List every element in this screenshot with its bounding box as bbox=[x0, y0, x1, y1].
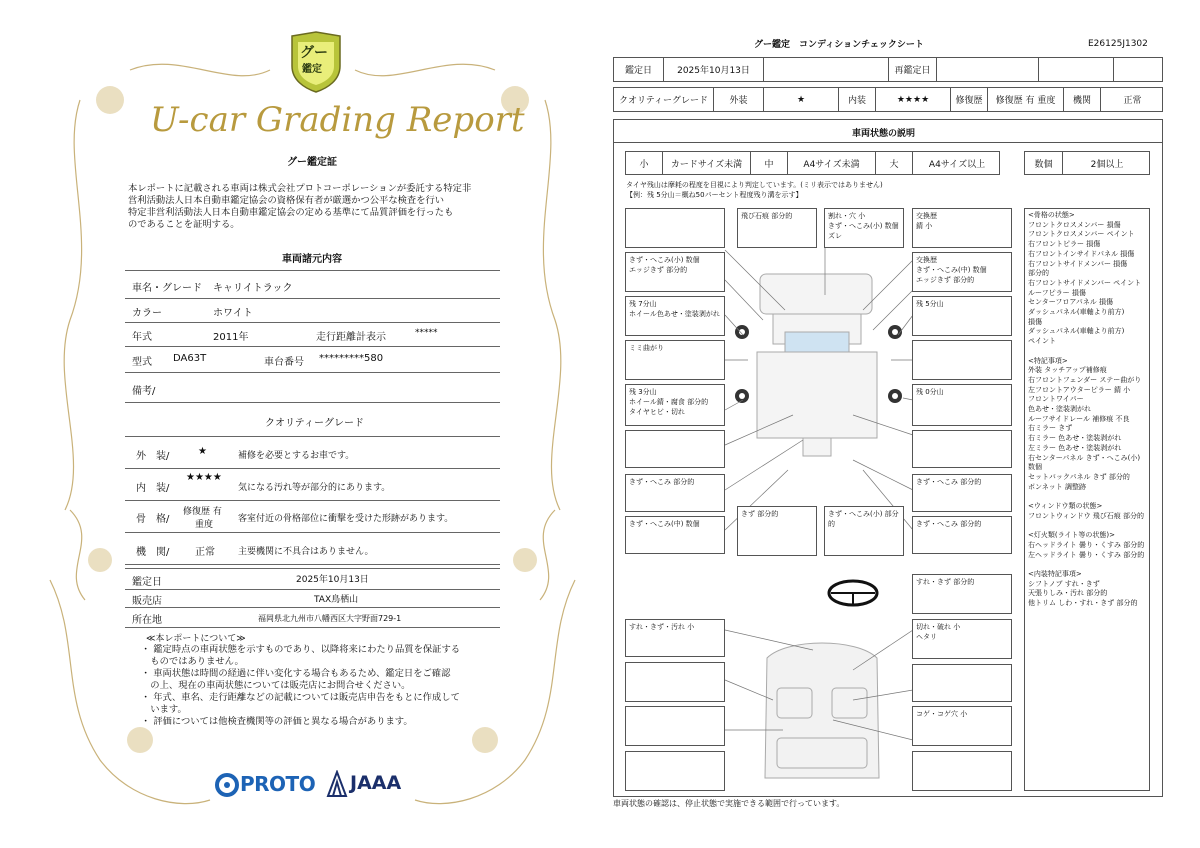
cond-box-3: 交換歴 錆 小 bbox=[912, 208, 1012, 248]
badge-line2: 鑑定 bbox=[302, 64, 322, 75]
color-value: ホワイト bbox=[213, 308, 253, 319]
side-note-line: フロントワイパー bbox=[1028, 395, 1084, 404]
proto-logo-icon bbox=[214, 772, 240, 798]
badge-line1: グー bbox=[300, 45, 328, 61]
spec-row-year bbox=[125, 322, 500, 347]
name-value: キャリイトラック bbox=[213, 283, 293, 294]
cond-box-empty-r1 bbox=[912, 340, 1012, 380]
side-note-line: ダッシュパネル(車軸より前方) bbox=[1028, 308, 1125, 317]
side-note-line: 右フロントピラー 損傷 bbox=[1028, 240, 1101, 249]
cond-box-15: きず・へこみ(小) 部分的 bbox=[824, 506, 904, 556]
r2-engine-label: 機関 bbox=[1064, 88, 1101, 111]
cond-box-empty-r4 bbox=[912, 751, 1012, 791]
cond-box-empty-l2 bbox=[625, 662, 725, 702]
r2-int-value: ★★★★ bbox=[876, 88, 951, 111]
side-note-line: ルーフサイドレール 補修痕 不良 bbox=[1028, 414, 1130, 423]
engine-desc: 主要機関に不具合はありません。 bbox=[238, 547, 374, 557]
side-note-line: フロントクロスメンバー 損傷 bbox=[1028, 220, 1121, 229]
spec-title: 車両諸元内容 bbox=[282, 254, 342, 265]
r2-int-label: 内装 bbox=[839, 88, 876, 111]
model-value: DA63T bbox=[173, 353, 207, 364]
side-note-line bbox=[1028, 492, 1144, 502]
cond-box-13: きず・へこみ(中) 数個 bbox=[625, 516, 725, 554]
notes-title: ≪本レポートについて≫ bbox=[146, 634, 246, 644]
r1-date-value: 2025年10月13日 bbox=[664, 58, 764, 81]
side-note-line: 右センターパネル きず・へこみ(小) bbox=[1028, 453, 1141, 462]
cond-box-14: きず 部分的 bbox=[737, 506, 817, 556]
cond-box-12: きず・へこみ 部分的 bbox=[912, 474, 1012, 512]
color-label: カラー bbox=[132, 308, 162, 319]
spec-row-remarks bbox=[125, 372, 500, 403]
ext-label: 外 装/ bbox=[136, 451, 170, 462]
size-legend: 小 カードサイズ未満 中 A4サイズ未満 大 A4サイズ以上 bbox=[625, 151, 1000, 175]
quality-title: クオリティーグレード bbox=[265, 418, 364, 429]
side-note-line: シフトノブ すれ・きず bbox=[1028, 579, 1100, 588]
r1-date-label: 鑑定日 bbox=[614, 58, 664, 81]
frame-grade-2: 重度 bbox=[195, 520, 214, 530]
cond-box-b2: 割れ・穴 小 きず・へこみ(小) 数個 ズレ bbox=[824, 208, 904, 248]
sheet-title: グー鑑定 コンディションチェックシート bbox=[754, 40, 924, 50]
side-note-line: 天張りしみ・汚れ 部分的 bbox=[1028, 589, 1108, 598]
r1-redate-value bbox=[937, 58, 1039, 81]
frame-label: 骨 格/ bbox=[136, 514, 170, 525]
side-note-line: ボンネット 調整跡 bbox=[1028, 482, 1087, 491]
side-note-line: 右ミラー 色あせ・塗装剥がれ bbox=[1028, 434, 1122, 443]
jaaa-logo-text: JAAA bbox=[350, 772, 402, 794]
side-note-line: セットバックパネル きず 部分的 bbox=[1028, 472, 1130, 481]
grade-row bbox=[613, 87, 1163, 112]
cond-box-9: 残 3分山 ホイール錆・腐食 部分的 タイヤヒビ・切れ bbox=[625, 384, 725, 426]
tire-note-1: タイヤ残山は摩耗の程度を目視により判定しています。(ミリ表示ではありません) bbox=[626, 181, 883, 189]
side-note-line: 他トリム しわ・すれ・きず 部分的 bbox=[1028, 599, 1138, 608]
side-note-line: フロントウィンドウ 飛び石痕 部分的 bbox=[1028, 511, 1145, 520]
side-note-line bbox=[1028, 560, 1144, 570]
frame-desc: 客室付近の骨格部位に衝撃を受けた形跡があります。 bbox=[238, 514, 454, 524]
frame-grade-1: 修復歴 有 bbox=[183, 507, 222, 517]
r2-repair-label: 修復歴 bbox=[951, 88, 988, 111]
side-note-line: 右フロントサイドメンバー ペイント bbox=[1028, 278, 1142, 287]
r2-ext-value: ★ bbox=[764, 88, 839, 111]
side-note-line: <ウィンドウ類の状態> bbox=[1028, 502, 1103, 511]
side-note-line: <特記事項> bbox=[1028, 356, 1068, 365]
side-note-line: ダッシュパネル(車軸より前方) bbox=[1028, 327, 1125, 336]
year-value: 2011年 bbox=[213, 332, 249, 343]
side-note-line: <骨格の状態> bbox=[1028, 211, 1075, 219]
cond-box-empty-l4 bbox=[625, 751, 725, 791]
report-title: U-car Grading Report bbox=[150, 100, 525, 140]
model-label: 型式 bbox=[132, 357, 152, 368]
side-note-line: 色あせ・塗装剥がれ bbox=[1028, 405, 1091, 414]
side-note-line: センターフロアパネル 損傷 bbox=[1028, 298, 1114, 307]
chassis-value: *********580 bbox=[319, 353, 384, 364]
cond-box-4: きず・へこみ(小) 数個 エッジきず 部分的 bbox=[625, 252, 725, 292]
cond-box-19: 切れ・破れ 小 ヘタリ bbox=[912, 619, 1012, 659]
side-note-line: 右ヘッドライト 曇り・くすみ 部分的 bbox=[1028, 540, 1145, 549]
cond-box-5: 交換歴 きず・へこみ(中) 数個 エッジきず 部分的 bbox=[912, 252, 1012, 292]
r1-redate-label: 再鑑定日 bbox=[889, 58, 937, 81]
ext-grade: ★ bbox=[198, 446, 207, 457]
r2-qg-label: クオリティーグレード bbox=[614, 88, 714, 111]
cond-box-8: ミミ曲がり bbox=[625, 340, 725, 380]
proto-logo-text: PROTO bbox=[240, 772, 316, 796]
side-note-line: 左ミラー 色あせ・塗装剥がれ bbox=[1028, 443, 1122, 452]
spec-row-color bbox=[125, 297, 500, 323]
state-title: 車両状態の説明 bbox=[852, 129, 916, 139]
remarks-label: 備考/ bbox=[132, 386, 156, 397]
date-label: 鑑定日 bbox=[132, 577, 162, 588]
mileage-label: 走行距離計表示 bbox=[316, 332, 386, 343]
side-note-line: <灯火類(ライト等の状態)> bbox=[1028, 531, 1115, 540]
shop-label: 販売店 bbox=[132, 596, 162, 607]
cond-box-17: すれ・きず 部分的 bbox=[912, 574, 1012, 614]
side-note-line: <内装特記事項> bbox=[1028, 569, 1082, 578]
cond-box-20: コゲ・コゲ穴 小 bbox=[912, 706, 1012, 746]
chassis-label: 車台番号 bbox=[264, 357, 304, 368]
footer-note: 車両状態の確認は、停止状態で実施できる範囲で行っています。 bbox=[613, 799, 845, 808]
count-legend: 数個 2個以上 bbox=[1024, 151, 1150, 175]
cond-box-1 bbox=[625, 208, 725, 248]
name-label: 車名・グレード bbox=[132, 283, 202, 294]
side-note-line: 右ミラー きず bbox=[1028, 424, 1073, 433]
side-note-line: 右フロントフェンダー ステー曲がり bbox=[1028, 375, 1142, 384]
address-label: 所在地 bbox=[132, 615, 162, 626]
side-notes bbox=[1024, 208, 1150, 791]
r2-engine-value: 正常 bbox=[1123, 96, 1142, 106]
sheet-id: E26125J1302 bbox=[1088, 39, 1148, 49]
cond-box-empty-r2 bbox=[912, 430, 1012, 468]
engine-label: 機 関/ bbox=[136, 547, 170, 558]
r2-repair-value: 修復歴 有 重度 bbox=[988, 88, 1064, 111]
cond-box-6: 残 7分山 ホイール色あせ・塗装剥がれ bbox=[625, 296, 725, 336]
cond-box-empty-r3 bbox=[912, 664, 1012, 702]
intro-text: 本レポートに記載される車両は株式会社プロトコーポレーションが委託する特定非 営利活動法人日本自動車鑑定協会の資格保有者が厳選かつ公平な検査を行い 特定非営利活動法人日本自動車鑑定協会の定める基準にて品質評価を行ったも のであることを証明する。 bbox=[128, 183, 472, 230]
side-note-line: ペイント bbox=[1028, 337, 1056, 346]
date-value: 2025年10月13日 bbox=[296, 575, 369, 585]
cond-box-b1: 飛び石痕 部分的 bbox=[737, 208, 817, 248]
cond-box-11: きず・へこみ 部分的 bbox=[625, 474, 725, 512]
int-grade: ★★★★ bbox=[186, 472, 222, 483]
side-note-line bbox=[1028, 347, 1144, 357]
tire-note-2: 【例：残 5分山＝概ね50パーセント程度残り溝を示す】 bbox=[626, 191, 803, 199]
cond-box-18: すれ・きず・汚れ 小 bbox=[625, 619, 725, 657]
date-row bbox=[613, 57, 1163, 82]
side-note-line: フロントクロスメンバー ペイント bbox=[1028, 230, 1135, 239]
year-label: 年式 bbox=[132, 332, 152, 343]
side-note-line: 右フロントインサイドパネル 損傷 bbox=[1028, 249, 1135, 258]
mileage-value: ***** bbox=[415, 328, 438, 338]
int-desc: 気になる汚れ等が部分的にあります。 bbox=[238, 483, 391, 493]
ext-desc: 補修を必要とするお車です。 bbox=[238, 451, 355, 461]
shop-value: TAX鳥栖山 bbox=[314, 595, 359, 605]
cond-box-7: 残 5分山 bbox=[912, 296, 1012, 336]
side-note-line: 部分的 bbox=[1028, 269, 1049, 278]
cond-box-empty-l3 bbox=[625, 706, 725, 746]
side-note-line: 右フロントサイドメンバー 損傷 bbox=[1028, 259, 1128, 268]
cond-box-10: 残 0分山 bbox=[912, 384, 1012, 426]
side-note-line: ルーフピラー 損傷 bbox=[1028, 288, 1086, 297]
row-shop bbox=[125, 588, 500, 608]
cond-box-16: きず・へこみ 部分的 bbox=[912, 516, 1012, 554]
address-value: 福岡県北九州市八幡西区大字野面729-1 bbox=[258, 614, 402, 623]
jaaa-logo-icon bbox=[326, 770, 348, 798]
int-label: 内 装/ bbox=[136, 483, 170, 494]
cert-title: グー鑑定証 bbox=[287, 157, 337, 168]
side-note-line bbox=[1028, 521, 1144, 531]
r2-ext-label: 外装 bbox=[714, 88, 764, 111]
notes-list: ・ 鑑定時点の車両状態を示すものであり、以降将来にわたり品質を保証する ものではありません。 ・ 車両状態は時間の経過に伴い変化する場合もあるため、鑑定日をご確認 の上、現在の車両状態については販売店にお問合せください。 ・ 年式、車名、走行距離などの記載については販売店申告をもとに作成して います。 ・ 評価については他検査機関等の評価と異なる場合があります。 bbox=[141, 644, 461, 727]
side-note-line: 数個 bbox=[1028, 463, 1042, 472]
engine-grade: 正常 bbox=[195, 547, 215, 558]
side-note-line: 外装 タッチアップ補修痕 bbox=[1028, 366, 1107, 375]
side-note-line: 左フロントアウターピラー 錆 小 bbox=[1028, 385, 1131, 394]
side-note-line: 損傷 bbox=[1028, 317, 1042, 326]
cond-box-empty-l1 bbox=[625, 430, 725, 468]
side-note-line: 左ヘッドライト 曇り・くすみ 部分的 bbox=[1028, 550, 1145, 559]
